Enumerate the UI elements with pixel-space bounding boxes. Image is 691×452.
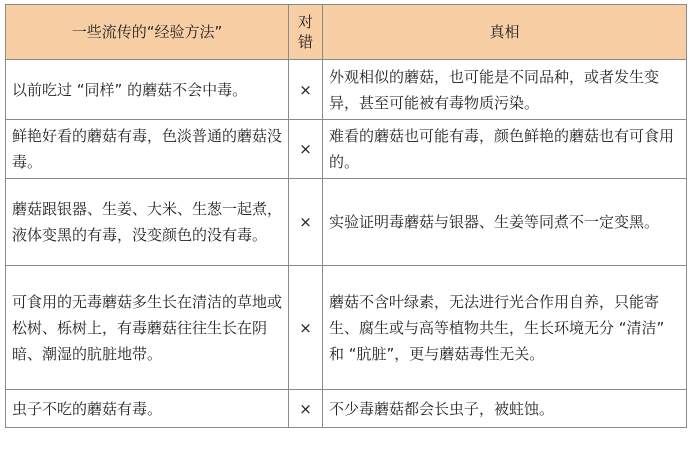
method-cell: 可食用的无毒蘑菇多生长在清洁的草地或松树、栎树上，有毒蘑菇往往生长在阴暗、潮湿的肮脏地带。 <box>6 266 289 390</box>
table-row <box>6 390 687 428</box>
truth-cell: 难看的蘑菇也可能有毒，颜色鲜艳的蘑菇也有可食用的。 <box>323 120 687 179</box>
table-row <box>6 266 687 390</box>
truth-cell: 不少毒蘑菇都会长虫子，被蛀蚀。 <box>323 390 687 428</box>
header-truth: 真相 <box>323 5 687 60</box>
header-verdict <box>289 5 323 60</box>
method-cell: 虫子不吃的蘑菇有毒。 <box>6 390 289 428</box>
verdict-cell: × <box>289 60 323 120</box>
table-row <box>6 120 687 179</box>
header-method: 一些流传的“经验方法” <box>6 5 289 60</box>
verdict-cell: × <box>289 120 323 179</box>
method-cell: 蘑菇跟银器、生姜、大米、生葱一起煮，液体变黑的有毒，没变颜色的没有毒。 <box>6 179 289 266</box>
truth-cell: 实验证明毒蘑菇与银器、生姜等同煮不一定变黑。 <box>323 179 687 266</box>
method-cell: 鲜艳好看的蘑菇有毒，色淡普通的蘑菇没毒。 <box>6 120 289 179</box>
header-verdict-line2: 错 <box>297 33 313 51</box>
verdict-cell: × <box>289 266 323 390</box>
truth-cell: 蘑菇不含叶绿素，无法进行光合作用自养，只能寄生、腐生或与高等植物共生，生长环境无分 “清洁” 和 “肮脏”，更与蘑菇毒性无关。 <box>323 266 687 390</box>
truth-cell: 外观相似的蘑菇，也可能是不同品种，或者发生变异，甚至可能被有毒物质污染。 <box>323 60 687 120</box>
method-cell: 以前吃过 “同样” 的蘑菇不会中毒。 <box>6 60 289 120</box>
mushroom-myths-table <box>5 4 687 428</box>
table-header-row <box>6 5 687 60</box>
mushroom-myths-table-container <box>5 4 687 428</box>
table-row <box>6 60 687 120</box>
verdict-cell: × <box>289 179 323 266</box>
table-row <box>6 179 687 266</box>
verdict-cell: × <box>289 390 323 428</box>
header-verdict-line1: 对 <box>297 13 313 31</box>
